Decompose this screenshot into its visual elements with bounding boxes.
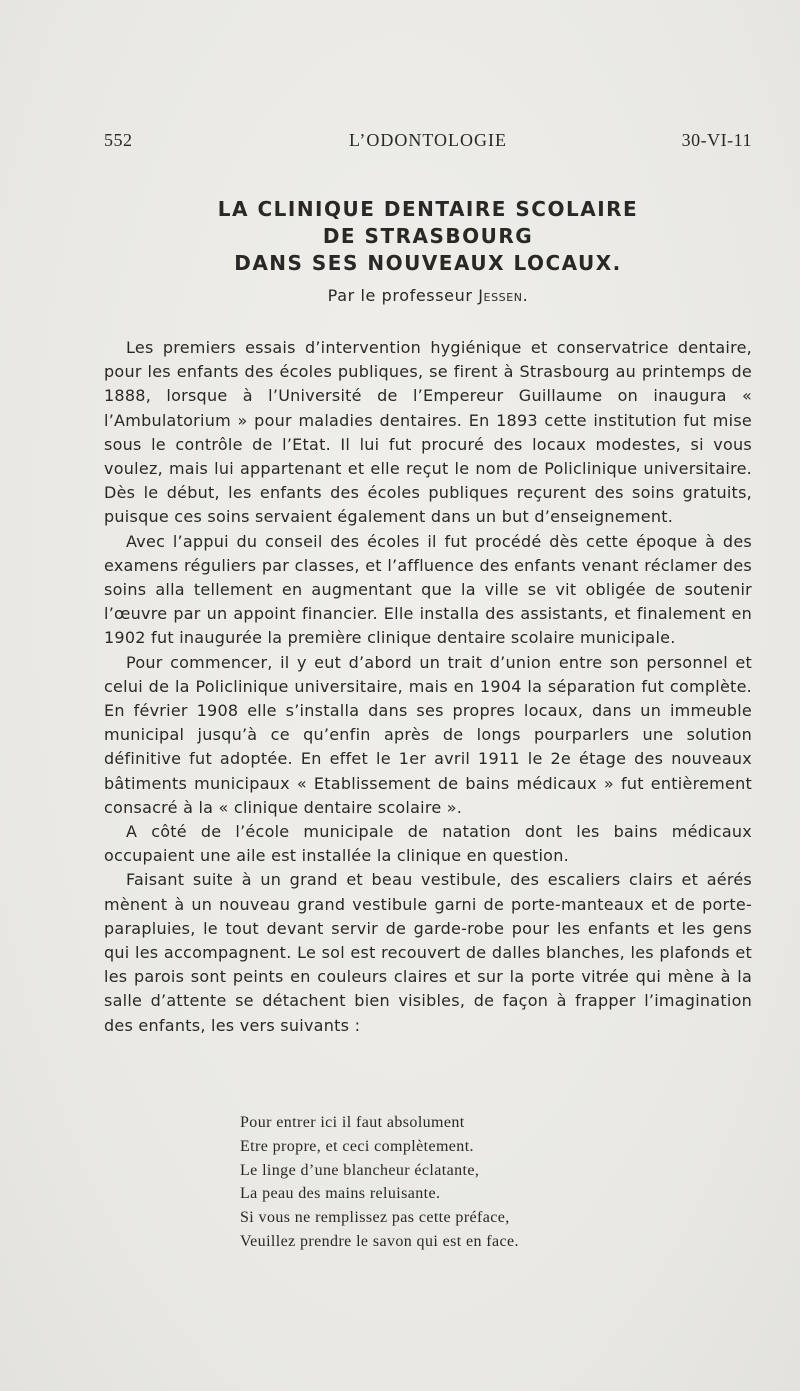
paragraph: Faisant suite à un grand et beau vestibule, des escaliers clairs et aérés mènent à un nouveau grand vestibule garni de porte-manteaux et de porte-parapluies, le tout devant servir de garde-robe pour les enfants et les gens qui les accompagnent. Le sol est recouvert de dalles blanches, les plafonds et les parois sont peints en couleurs claires et sur la porte vitrée qui mène à la salle d’attente se détachent bien visibles, de façon à frapper l’imagination des enfants, les vers suivants : [104, 870, 752, 1035]
byline [104, 286, 752, 305]
poem-line: Le linge d’une blancheur éclatante, [240, 1161, 480, 1179]
author-name: Jessen. [478, 286, 529, 305]
poem-line: Si vous ne remplissez pas cette préface, [240, 1209, 510, 1227]
issue-date: 30-VI-11 [681, 130, 752, 150]
running-header [104, 130, 752, 158]
poem-line: Etre propre, et ceci complètement. [240, 1137, 474, 1155]
poem-verses [240, 1111, 660, 1254]
paragraph: A côté de l’école municipale de natation dont les bains médicaux occupaient une aile est installée la clinique en question. [104, 822, 752, 866]
byline-prefix: Par le professeur [327, 286, 479, 305]
paragraph: Les premiers essais d’intervention hygiénique et conservatrice dentaire, pour les enfants des écoles publiques, se firent à Strasbourg au printemps de 1888, lorsque à l’Université de l’Empereur Guillaume on inaugura « l’Ambulatorium » pour maladies dentaires. En 1893 cette institution fut mise sous le contrôle de l’Etat. Il lui fut procuré des locaux modestes, si vous voulez, mais lui appartenant et elle reçut le nom de Policlinique universitaire. Dès le début, les enfants des écoles publiques reçurent des soins gratuits, puisque ces soins servaient également dans un but d’enseignement. [104, 338, 752, 527]
paragraph: Avec l’appui du conseil des écoles il fut procédé dès cette époque à des examens réguliers par classes, et l’affluence des enfants venant réclamer des soins alla tellement en augmentant que la ville se vit obligée de soutenir l’œuvre par un appoint financier. Elle installa des assistants, et finalement en 1902 fut inaugurée la première clinique dentaire scolaire municipale. [104, 531, 752, 648]
page-number: 552 [104, 130, 133, 150]
poem-line: La peau des mains reluisante. [240, 1185, 441, 1203]
journal-title: L’ODONTOLOGIE [349, 130, 507, 150]
poem-line: Veuillez prendre le savon qui est en face. [240, 1232, 519, 1250]
article-body [104, 336, 752, 1038]
article-title-line-1: LA CLINIQUE DENTAIRE SCOLAIRE [217, 197, 639, 221]
paragraph: Pour commencer, il y eut d’abord un trait d’union entre son personnel et celui de la Policlinique universitaire, mais en 1904 la séparation fut complète. En février 1908 elle s’installa dans ses propres locaux, dans un immeuble municipal jusqu’à ce qu’enfin après de longs pourparlers une solution définitive fut adoptée. En effet le 1er avril 1911 le 2e étage des nouveaux bâtiments municipaux « Etablissement de bains médicaux » fut entièrement consacré à la « clinique dentaire scolaire ». [104, 652, 752, 817]
poem-line: Pour entrer ici il faut absolument [240, 1114, 465, 1131]
article-title-line-3: DANS SES NOUVEAUX LOCAUX. [234, 251, 622, 275]
article-title-line-2: DE STRASBOURG [322, 224, 534, 248]
